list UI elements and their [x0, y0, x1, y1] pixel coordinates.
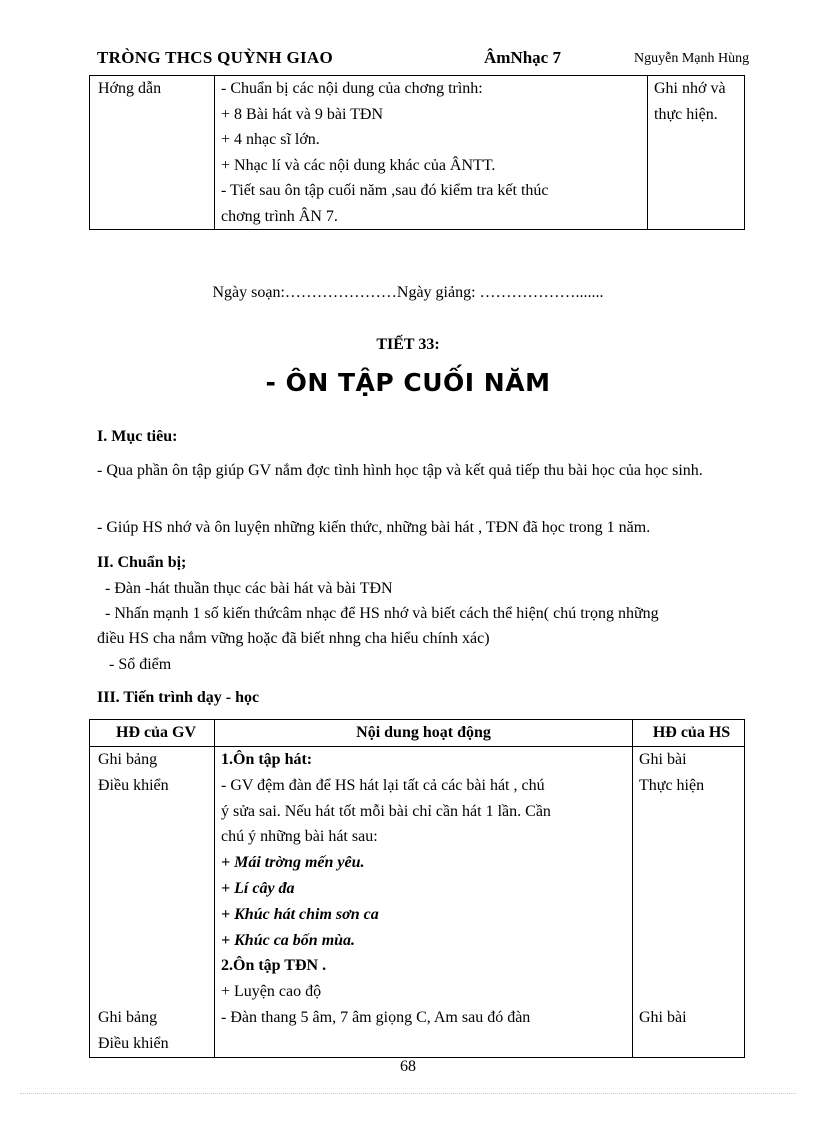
list-item: + Nhạc lí và các nội dung khác của ÂNTT.: [221, 156, 496, 174]
song-item: + Khúc ca bốn mùa.: [221, 931, 356, 949]
table-row: [90, 76, 745, 230]
lesson-number: TIẾT 33:: [376, 336, 440, 353]
table-header-row: [90, 720, 745, 747]
content-line: + Luyện cao độ: [221, 983, 322, 1001]
list-item: - Chuẩn bị các nội dung của chơng trình:: [221, 80, 483, 97]
teacher-activity: Ghi bảng: [98, 1008, 158, 1026]
dates-line: Ngày soạn:…………………Ngày giảng: ……………….......: [212, 284, 604, 301]
guidance-content-cell: [215, 76, 648, 230]
guidance-table: [89, 75, 745, 230]
column-header-student: HĐ của HS: [633, 720, 745, 747]
list-item: điều HS cha nắm vững hoặc đã biết nhng cha hiểu chính xác): [97, 630, 490, 647]
student-activity: Ghi bài: [639, 751, 687, 768]
subject-name: ÂmNhạc 7: [484, 48, 561, 67]
song-item: + Lí cây đa: [221, 879, 295, 897]
list-item: - Đàn -hát thuần thục các bài hát và bài TĐN: [105, 580, 393, 597]
school-name: TRÒNG THCS QUỲNH GIAO: [97, 48, 333, 67]
list-item: chơng trình ÂN 7.: [221, 207, 338, 225]
page-title: - ÔN TẬP CUỐI NĂM: [265, 368, 551, 397]
activity-content-cell: [215, 747, 633, 1058]
list-item: thực hiện.: [654, 105, 718, 123]
column-header-content: Nội dung hoạt động: [215, 720, 633, 747]
teacher-activity: Điều khiển: [98, 1034, 169, 1052]
student-action-cell: [648, 76, 745, 230]
list-item: - Tiết sau ôn tập cuối năm ,sau đó kiểm tra kết thúc: [221, 182, 549, 199]
author-name: Nguyễn Mạnh Hùng: [634, 51, 750, 66]
student-activity: Ghi bài: [639, 1008, 687, 1026]
table-row: [90, 747, 745, 1058]
page-number: 68: [400, 1058, 416, 1075]
subsection-heading: 1.Ôn tập hát:: [221, 751, 313, 768]
subsection-heading: 2.Ôn tập TĐN .: [221, 957, 327, 975]
content-line: - Đàn thang 5 âm, 7 âm giọng C, Am sau đó đàn: [221, 1008, 531, 1026]
content-line: - GV đệm đàn để HS hát lại tất cả các bài hát , chú: [221, 776, 545, 794]
content-line: chú ý những bài hát sau:: [221, 828, 378, 846]
list-item: + 8 Bài hát và 9 bài TĐN: [221, 105, 384, 123]
section-heading-preparation: II. Chuẩn bị;: [97, 554, 187, 571]
guidance-cell: Hớng dẫn: [90, 76, 215, 230]
footer-divider: [20, 1093, 796, 1094]
objective-paragraph: - Qua phần ôn tập giúp GV nắm đợc tình hình học tập và kết quả tiếp thu bài học của học sinh.: [97, 462, 703, 479]
song-item: + Khúc hát chim sơn ca: [221, 905, 379, 923]
teacher-activity: Ghi bảng: [98, 751, 158, 768]
list-item: Ghi nhớ và: [654, 80, 726, 97]
column-header-teacher: HĐ của GV: [90, 720, 215, 747]
list-item: - Sổ điểm: [109, 656, 172, 673]
student-activity: Thực hiện: [639, 776, 705, 794]
student-activity-cell: [633, 747, 745, 1058]
activity-table: [89, 719, 745, 1058]
teacher-activity: Điều khiển: [98, 776, 169, 794]
song-item: + Mái trờng mến yêu.: [221, 854, 365, 872]
list-item: - Nhấn mạnh 1 số kiến thứcâm nhạc để HS nhớ và biết cách thể hiện( chú trọng những: [105, 605, 659, 622]
section-heading-objectives: I. Mục tiêu:: [97, 428, 178, 445]
teacher-activity-cell: [90, 747, 215, 1058]
list-item: + 4 nhạc sĩ lớn.: [221, 131, 320, 148]
content-line: ý sửa sai. Nếu hát tốt mỗi bài chỉ cần hát 1 lần. Cần: [221, 802, 551, 820]
section-heading-process: III. Tiến trình dạy - học: [97, 689, 260, 706]
objective-paragraph: - Giúp HS nhớ và ôn luyện những kiến thức, những bài hát , TĐN đã học trong 1 năm.: [97, 519, 651, 536]
